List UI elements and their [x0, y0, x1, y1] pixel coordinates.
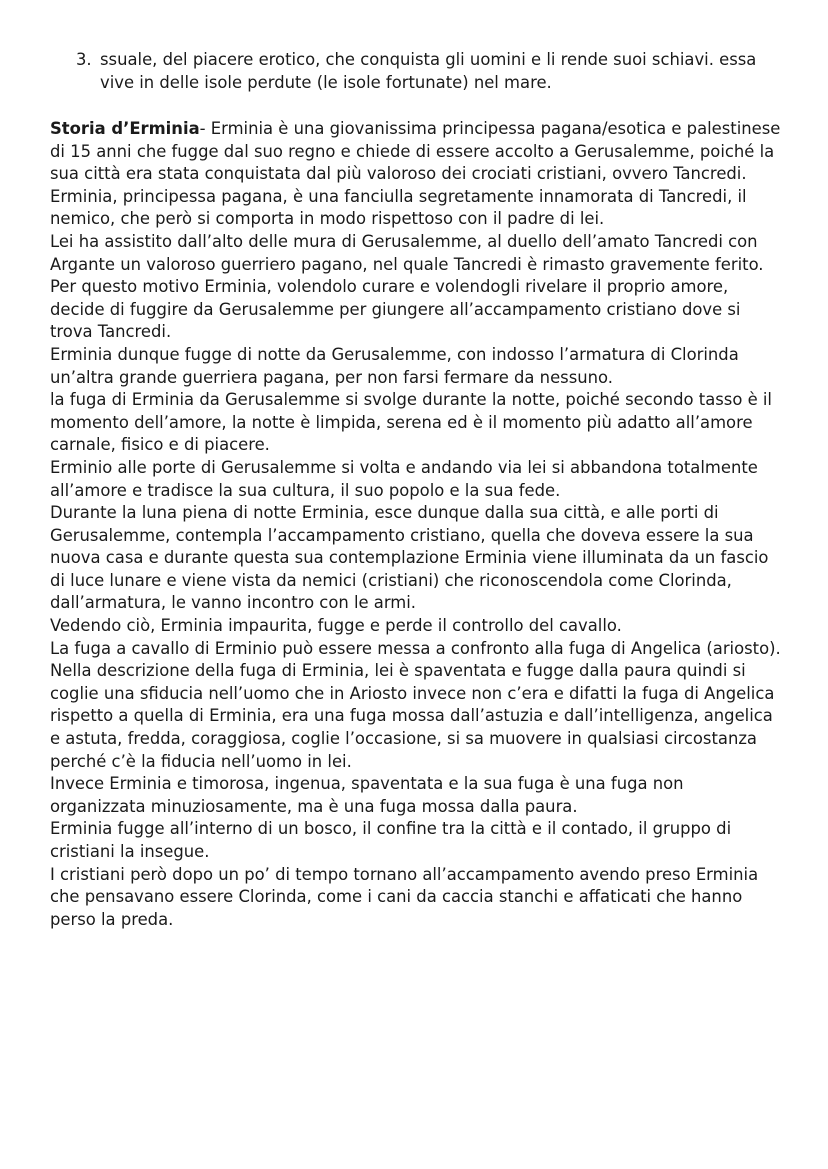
- paragraph: Erminia fugge all’interno di un bosco, il confine tra la città e il contado, il gruppo di cristiani la insegue.: [50, 819, 732, 861]
- paragraph: I cristiani però dopo un po’ di tempo tornano all’accampamento avendo preso Erminia che pensavano essere Clorinda, come i cani da caccia stanchi e affaticati che hanno perso la preda.: [50, 864, 759, 929]
- story-intro-paragraph: [50, 118, 782, 186]
- paragraph: Durante la luna piena di notte Erminia, esce dunque dalla sua città, e alle porti di Gerusalemme, contempla l’accampamento cristiano, quella che doveva essere la sua nuova casa e durante questa sua contemplazione Erminia viene illuminata da un fascio di luce lunare e viene vista da nemici (cristiani) che riconoscendola come Clorinda, dall’armatura, le vanno incontro con le armi.: [50, 503, 769, 613]
- story-title: Storia d’Erminia: [50, 119, 200, 138]
- paragraph: Erminia dunque fugge di notte da Gerusalemme, con indosso l’armatura di Clorinda un’altra grande guerriera pagana, per non farsi fermare da nessuno.: [50, 344, 739, 387]
- list-number: 3.: [76, 50, 92, 69]
- paragraph: Invece Erminia e timorosa, ingenua, spaventata e la sua fuga è una fuga non organizzata minuziosamente, ma è una fuga mossa dalla paura.: [50, 774, 684, 816]
- paragraph: la fuga di Erminia da Gerusalemme si svolge durante la notte, poiché secondo tasso è il momento dell’amore, la notte è limpida, serena ed è il momento più adatto all’amore carnale, fisico e di piacere.: [50, 390, 772, 455]
- story-section: [50, 118, 782, 931]
- paragraph: La fuga a cavallo di Erminio può essere messa a confronto alla fuga di Angelica (ariosto).: [50, 638, 781, 658]
- paragraph: Vedendo ciò, Erminia impaurita, fugge e perde il controllo del cavallo.: [50, 616, 622, 636]
- paragraph: Nella descrizione della fuga di Erminia, lei è spaventata e fugge dalla paura quindi si coglie una sfiducia nell’uomo che in Ariosto invece non c’era e difatti la fuga di Angelica rispetto a quella di Erminia, era una fuga mossa dall’astuzia e dall’intelligenza, angelica e astuta, fredda, coraggiosa, coglie l’occasione, si sa muovere in qualsiasi circostanza perché c’è la fiducia nell’uomo in lei.: [50, 661, 775, 771]
- paragraph: Per questo motivo Erminia, volendolo curare e volendogli rivelare il proprio amore, decide di fuggire da Gerusalemme per giungere all’accampamento cristiano dove si trova Tancredi.: [50, 277, 741, 342]
- paragraph: Lei ha assistito dall’alto delle mura di Gerusalemme, al duello dell’amato Tancredi con Argante un valoroso guerriero pagano, nel quale Tancredi è rimasto gravemente ferito.: [50, 231, 764, 274]
- paragraph: Erminio alle porte di Gerusalemme si volta e andando via lei si abbandona totalmente all’amore e tradisce la sua cultura, il suo popolo e la sua fede.: [50, 457, 758, 500]
- list-item-text: ssuale, del piacere erotico, che conquista gli uomini e li rende suoi schiavi. essa vive in delle isole perdute (le isole fortunate) nel mare.: [100, 50, 757, 92]
- story-intro-text: - Erminia è una giovanissima principessa pagana/esotica e palestinese di 15 anni che fugge dal suo regno e chiede di essere accolto a Gerusalemme, poiché la sua città era stata conquistata dal più valoroso dei crociati cristiani, ovvero Tancredi.: [50, 119, 781, 184]
- paragraph: Erminia, principessa pagana, è una fanciulla segretamente innamorata di Tancredi, il nemico, che però si comporta in modo rispettoso con il padre di lei.: [50, 186, 747, 229]
- numbered-list-item: [76, 48, 766, 94]
